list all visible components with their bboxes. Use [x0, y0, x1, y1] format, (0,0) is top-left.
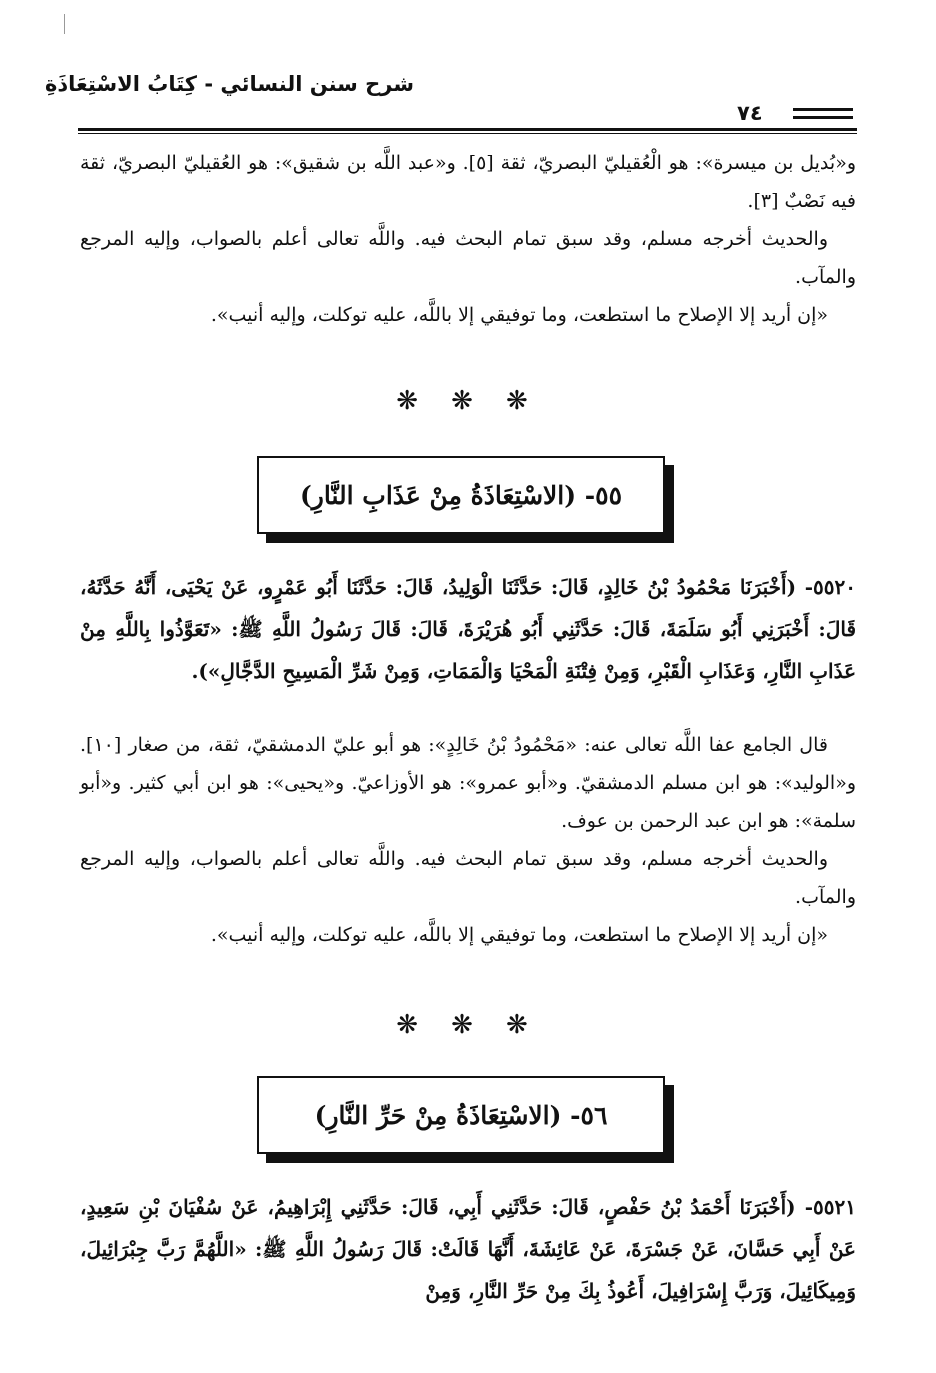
paragraph: قال الجامع عفا اللَّه تعالى عنه: «مَحْمُودُ بْنُ خَالِدٍ»: هو أبو عليّ الدمشقيّ، ثقة، من صغار [١٠]. و«الوليد»: هو ابن مسلم الدمشقيّ. و«أبو عمرو»: هو الأوزاعيّ. و«يحيى»: هو ابن أبي كثير. و«أبو سلمة»: هو ابن عبد الرحمن بن عوف.	[80, 734, 856, 832]
running-header-title: شرح سنن النسائي - كِتَابُ الاسْتِعَاذَةِ	[44, 72, 414, 96]
section-separator: ❋ ❋ ❋	[396, 386, 540, 416]
paragraph: والحديث أخرجه مسلم، وقد سبق تمام البحث فيه. واللَّه تعالى أعلم بالصواب، وإليه المرجع والمآب.	[80, 848, 856, 908]
header-rule-thin	[78, 133, 857, 134]
hadith-5520-text	[80, 566, 856, 692]
page-number: ٧٤	[737, 101, 763, 125]
chapter-heading-55: ٥٥- (الاسْتِعَاذَةُ مِنْ عَذَابِ النَّارِ)	[257, 456, 665, 534]
hadith-5521-text	[80, 1186, 856, 1312]
narrators-commentary-block	[80, 144, 856, 334]
paragraph: «إن أريد إلا الإصلاح ما استطعت، وما توفيقي إلا باللَّه، عليه توكلت، وإليه أنيب».	[210, 924, 828, 946]
chapter-heading-56: ٥٦- (الاسْتِعَاذَةُ مِنْ حَرِّ النَّارِ)	[257, 1076, 665, 1154]
section-separator: ❋ ❋ ❋	[396, 1010, 540, 1040]
paragraph: «إن أريد إلا الإصلاح ما استطعت، وما توفيقي إلا باللَّه، عليه توكلت، وإليه أنيب».	[210, 304, 828, 326]
hadith-5520-commentary	[80, 726, 856, 954]
scan-mark	[64, 14, 65, 34]
page-number-ornament	[793, 108, 853, 124]
paragraph: ٥٥٢٠- (أَخْبَرَنَا مَحْمُودُ بْنُ خَالِدٍ، قَالَ: حَدَّثَنَا الْوَلِيدُ، قَالَ: حَدَّثَنَا أَبُو عَمْرٍو، عَنْ يَحْيَى، أَنَّهُ حَدَّثَهُ، قَالَ: أَخْبَرَنِي أَبُو سَلَمَةَ، قَالَ: حَدَّثَنِي أَبُو هُرَيْرَةَ، قَالَ: قَالَ رَسُولُ اللَّهِ ﷺ: «تَعَوَّذُوا بِاللَّهِ مِنْ عَذَابِ النَّارِ، وَعَذَابِ الْقَبْرِ، وَمِنْ فِتْنَةِ الْمَحْيَا وَالْمَمَاتِ، وَمِنْ شَرِّ الْمَسِيحِ الدَّجَّالِ»).	[80, 575, 857, 683]
header-rule	[78, 128, 857, 131]
paragraph: والحديث أخرجه مسلم، وقد سبق تمام البحث فيه. واللَّه تعالى أعلم بالصواب، وإليه المرجع والمآب.	[80, 228, 856, 288]
paragraph: و«بُديل بن ميسرة»: هو الْعُقيليّ البصريّ، ثقة [٥]. و«عبد اللَّه بن شقيق»: هو العُقيليّ البصريّ، ثقة فيه نَصْبٌ [٣].	[80, 152, 856, 212]
paragraph: ٥٥٢١- (أَخْبَرَنَا أَحْمَدُ بْنُ حَفْصٍ، قَالَ: حَدَّثَنِي أَبِي، قَالَ: حَدَّثَنِي إِبْرَاهِيمُ، عَنْ سُفْيَانَ بْنِ سَعِيدٍ، عَنْ أَبِي حَسَّانَ، عَنْ جَسْرَةَ، عَنْ عَائِشَةَ، أَنَّهَا قَالَتْ: قَالَ رَسُولُ اللَّهِ ﷺ: «اللَّهُمَّ رَبَّ جِبْرَائِيلَ، وَمِيكَائِيلَ، وَرَبَّ إِسْرَافِيلَ، أَعُوذُ بِكَ مِنْ حَرِّ النَّارِ، وَمِنْ	[80, 1195, 856, 1303]
